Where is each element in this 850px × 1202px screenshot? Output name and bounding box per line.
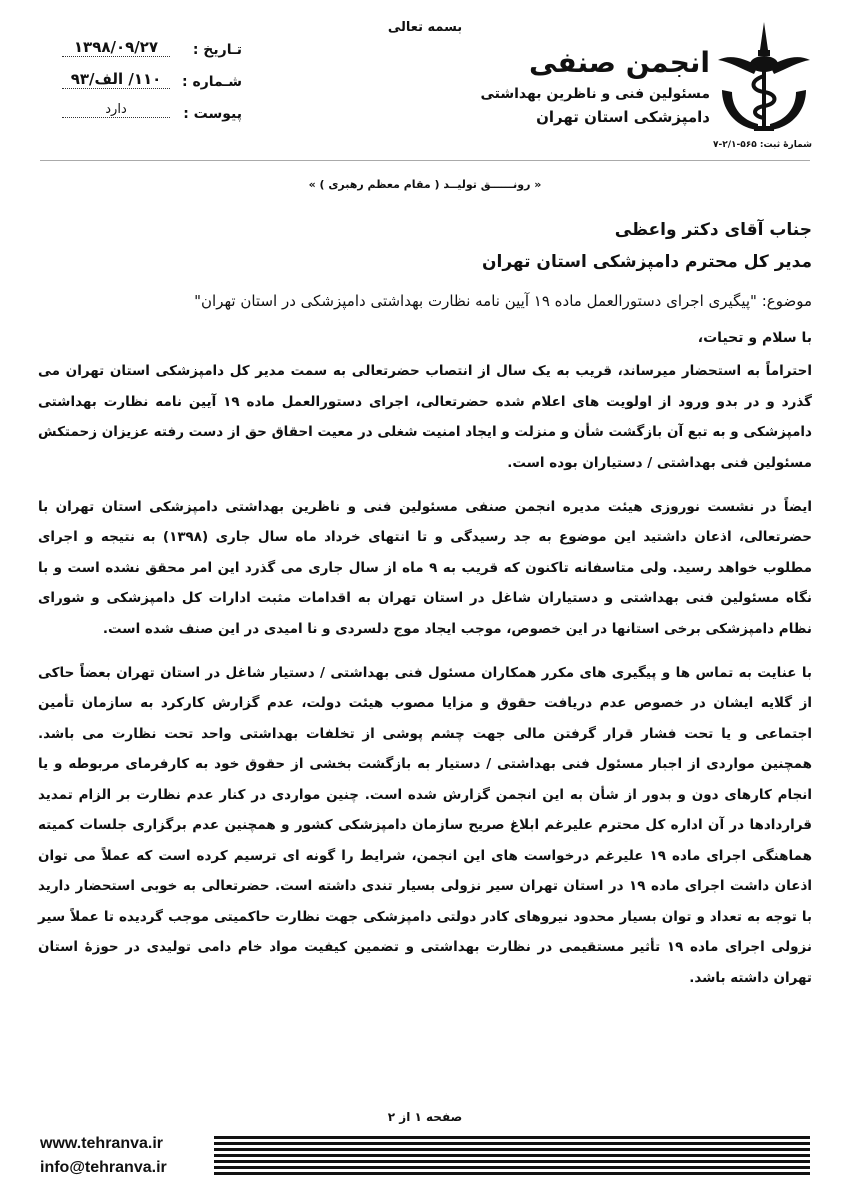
letter-subject: موضوع: "پیگیری اجرای دستورالعمل ماده ۱۹ آیین نامه نظارت بهداشتی دامپزشکی در استان تهران" — [194, 292, 812, 310]
letter-greeting: با سلام و تحیات، — [697, 330, 812, 346]
bismillah-heading: بسمه تعالی — [387, 20, 463, 35]
org-subtitle-1: مسئولین فنی و ناظرین بهداشتی — [480, 86, 710, 102]
paragraph-1: احتراماً به استحضار میرساند، قریب به یک سال از انتصاب حضرتعالی به سمت مدیر کل دامپزشکی استان تهران می گذرد و در بدو ورود از اولویت های اعلام شده حضرتعالی، اجرای دستورالعمل ماده ۱۹ آیین نامه نظارت بهداشتی دامپزشکی و به تبع آن بازگشت شأن و منزلت و ایجاد امنیت شغلی در معیت احقاق حق از دست رفته عزیزان زحمتکش مسئولین فنی بهداشتی / دستیاران بوده است. — [38, 363, 812, 471]
website-link[interactable]: www.tehranva.ir — [40, 1135, 163, 1152]
footer-stripes — [214, 1136, 810, 1180]
email-link[interactable]: info@tehranva.ir — [40, 1159, 167, 1176]
letter-body — [38, 214, 812, 1007]
addressee-title: مدیر کل محترم دامپزشکی استان تهران — [482, 252, 812, 272]
date-row — [42, 38, 242, 70]
slogan: « رونــــــق تولیــد ( مقام معظم رهبری ) » — [308, 178, 542, 191]
number-value: ۱۱۰/ الف/۹۳ — [62, 70, 170, 89]
paragraph-3: با عنایت به تماس ها و پیگیری های مکرر همکاران مسئول فنی بهداشتی / دستیار شاغل در استان تهران بعضاً حاکی از گلایه ایشان در خصوص عدم دریافت حقوق و مزایا مصوب هیئت دولت، عدم گزارش کارکرد به سازمان تأمین اجتماعی و یا تحت فشار قرار گرفتن مالی جهت چشم پوشی از تخلفات بهداشتی واحد تحت نظارت می باشد. همچنین مواردی از اجبار مسئول فنی بهداشتی / دستیار به بازگشت بخشی از حقوق خود به کارفرمای مربوطه و یا انجام کارهای دون و بدور از شأن به این انجمن گزارش شده است. چنین مواردی در کنار عدم نظارت بر الزام تمدید قراردادها در آن اداره کل محترم علیرغم ابلاغ صریح سازمان دامپزشکی کشور و همچنین عدم برگزاری جلسات کمیته هماهنگی اجرای ماده ۱۹ علیرغم درخواست های این انجمن، شرایط را گونه ای ترسیم کرده است که عملاً می توان اذعان داشت اجرای ماده ۱۹ در استان تهران سیر نزولی بسیار تندی داشته است. حضرتعالی به خوبی استحضار دارید با توجه به تعداد و توان بسیار محدود نیروهای کادر دولتی دامپزشکی جهت نظارت حاکمیتی موجب گردیده تا عملاً سیر نزولی اجرای ماده ۱۹ تأثیر مستقیمی در نظارت بهداشتی و تضمین کیفیت مواد خام دامی تولیدی در حوزهٔ استان تهران داشته باشد. — [38, 664, 813, 986]
attachment-value: دارد — [62, 102, 170, 118]
header-divider — [40, 160, 810, 161]
footer-contact — [40, 1132, 167, 1180]
attachment-label: پیوست : — [183, 106, 242, 122]
addressee-name: جناب آقای دکتر واعظی — [614, 220, 812, 240]
org-subtitle-2: دامپزشکی استان تهران — [536, 108, 710, 126]
letter-meta — [42, 38, 242, 134]
attachment-row — [42, 102, 242, 134]
paragraph-2: ایضاً در نشست نوروزی هیئت مدیره انجمن صنفی مسئولین فنی و ناظرین بهداشتی دامپزشکی استان تهران با حضرتعالی، اذعان داشتید این موضوع به جد رسیدگی و تا انتهای خرداد ماه سال جاری (۱۳۹۸) به نتیجه و اجرای مطلوب خواهد رسید. ولی متاسفانه تاکنون که قریب به ۹ ماه از سال جاری می گذرد این امر محقق نشده است و با نگاه مسئولین فنی بهداشتی و دستیاران شاغل در استان تهران به اقدامات مثبت ادارات کل دامپزشکی و شورای نظام دامپزشکی برخی استانها در این خصوص، موجب ایجاد موج دلسردی و نا امیدی در این صنف شده است. — [38, 498, 812, 637]
date-value: ۱۳۹۸/۰۹/۲۷ — [62, 38, 170, 57]
number-row — [42, 70, 242, 102]
org-name: انجمن صنفی — [529, 46, 710, 79]
registration-number: شمارهٔ ثبت: ۵۶۵-۲/۱-۷ — [713, 140, 812, 150]
page-number: صفحه ۱ از ۲ — [387, 1110, 463, 1124]
date-label: تـاریخ : — [192, 42, 242, 58]
org-header — [410, 46, 710, 126]
number-label: شـماره : — [182, 74, 242, 90]
association-logo-icon — [714, 20, 814, 138]
